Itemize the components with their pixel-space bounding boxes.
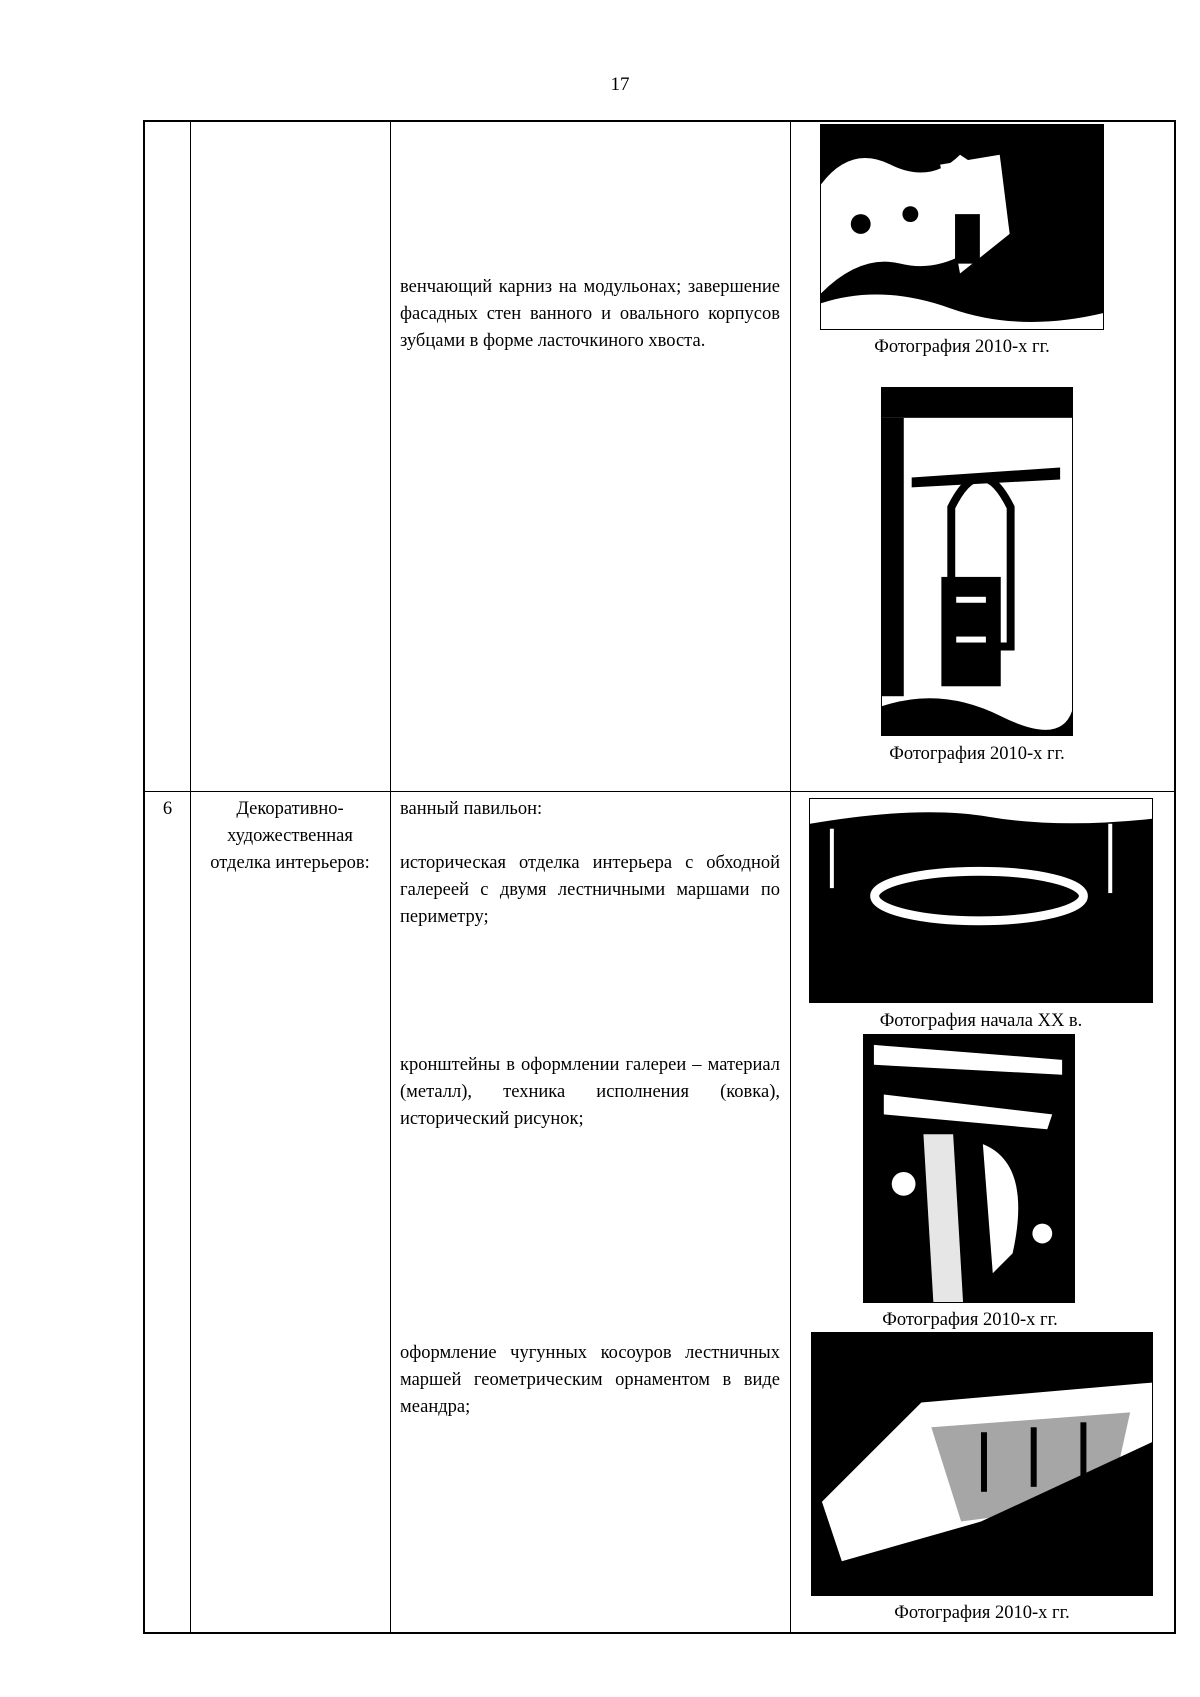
- stair-stringer-photo: [811, 1332, 1153, 1596]
- row-item: кронштейны в оформлении галереи – материал (металл), техника исполнения (ковка), исторический рисунок;: [400, 1055, 780, 1129]
- row-description: венчающий карниз на модульонах; завершение фасадных стен ванного и овального корпусов зубцами в форме ласточкиного хвоста.: [400, 277, 780, 351]
- pool-gallery-photo: [809, 798, 1153, 1003]
- column-divider: [390, 122, 391, 1632]
- facade-photo: [820, 124, 1104, 330]
- bracket-photo: [863, 1034, 1075, 1303]
- row-item: историческая отделка интерьера с обходной галереей с двумя лестничными маршами по периметру;: [400, 853, 780, 927]
- photo-caption: Фотография 2010-х гг.: [874, 337, 1050, 357]
- page-number: 17: [610, 74, 630, 95]
- photo-caption: Фотография начала XX в.: [879, 1011, 1083, 1031]
- monument-table: [143, 120, 1176, 1634]
- row-subheading: ванный павильон:: [400, 799, 543, 819]
- column-divider: [190, 122, 191, 1632]
- niche-photo: [881, 387, 1073, 736]
- photo-caption: Фотография 2010-х гг.: [894, 1603, 1070, 1623]
- row-item: оформление чугунных косоуров лестничных маршей геометрическим орнаментом в виде меандра;: [400, 1343, 780, 1417]
- row-divider: [145, 791, 1174, 792]
- column-divider: [790, 122, 791, 1632]
- row-name: Декоративно-художественная отделка интерьеров:: [210, 799, 370, 873]
- photo-caption: Фотография 2010-х гг.: [882, 1310, 1058, 1330]
- row-number: 6: [162, 799, 173, 819]
- photo-caption: Фотография 2010-х гг.: [889, 744, 1065, 764]
